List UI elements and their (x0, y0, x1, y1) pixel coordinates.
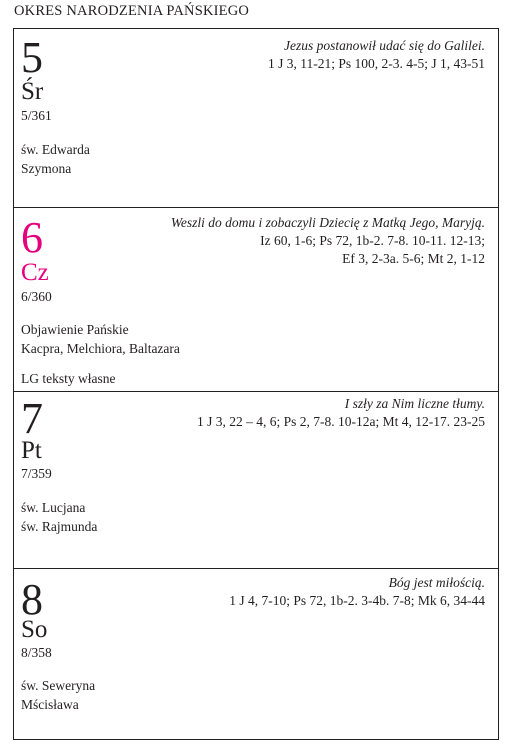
readings-line: 1 J 4, 7-10; Ps 72, 1b-2. 3-4b. 7-8; Mk 6, 34-44 (229, 593, 485, 608)
weekday: Cz (21, 259, 49, 286)
day-of-year: 5/361 (21, 108, 52, 123)
readings-line: Iz 60, 1-6; Ps 72, 1b-2. 7-8. 10-11. 12-13; (260, 233, 485, 248)
weekday: So (21, 616, 48, 643)
gospel-motto: Bóg jest miłością. (388, 575, 485, 590)
page-title: OKRES NARODZENIA PAŃSKIEGO (14, 3, 250, 19)
day-of-year: 6/360 (21, 289, 52, 304)
liturgy-block (229, 574, 485, 610)
day-of-year: 7/359 (21, 466, 52, 481)
gospel-motto: Weszli do domu i zobaczyli Dziecię z Matką Jego, Maryją. (170, 215, 485, 230)
name-day: Szymona (21, 161, 72, 176)
liturgy-block (197, 395, 485, 431)
name-days (21, 140, 90, 178)
day-number: 7 (21, 394, 43, 443)
name-days (21, 320, 180, 358)
readings-line: 1 J 3, 22 – 4, 6; Ps 2, 7-8. 10-12a; Mt 4, 12-17. 23-25 (197, 414, 485, 429)
calendar-grid (13, 28, 499, 740)
name-day: Kacpra, Melchiora, Baltazara (21, 341, 180, 356)
liturgy-block (171, 214, 485, 268)
day-number: 5 (21, 33, 43, 82)
liturgy-note: LG teksty własne (21, 371, 116, 386)
weekday: Pt (21, 437, 42, 464)
day-cell (14, 568, 498, 741)
day-number: 6 (21, 213, 43, 262)
name-days (21, 676, 95, 714)
feast-name: Objawienie Pańskie (21, 322, 129, 337)
liturgy-block (268, 37, 485, 73)
weekday: Śr (21, 78, 44, 105)
day-cell (14, 29, 498, 207)
name-day: św. Rajmunda (21, 519, 98, 534)
readings-line: 1 J 3, 11-21; Ps 100, 2-3. 4-5; J 1, 43-51 (267, 56, 485, 71)
gospel-motto: Jezus postanowił udać się do Galilei. (284, 38, 485, 53)
name-day: św. Seweryna (21, 678, 96, 693)
day-number: 8 (21, 575, 43, 624)
day-of-year: 8/358 (21, 645, 52, 660)
day-cell (14, 391, 498, 568)
day-cell (14, 207, 498, 391)
name-days (21, 498, 97, 536)
name-day: św. Lucjana (21, 500, 86, 515)
name-day: św. Edwarda (21, 142, 90, 157)
name-day: Mścisława (21, 697, 79, 712)
readings-line: Ef 3, 2-3a. 5-6; Mt 2, 1-12 (342, 251, 485, 266)
gospel-motto: I szły za Nim liczne tłumy. (344, 396, 485, 411)
